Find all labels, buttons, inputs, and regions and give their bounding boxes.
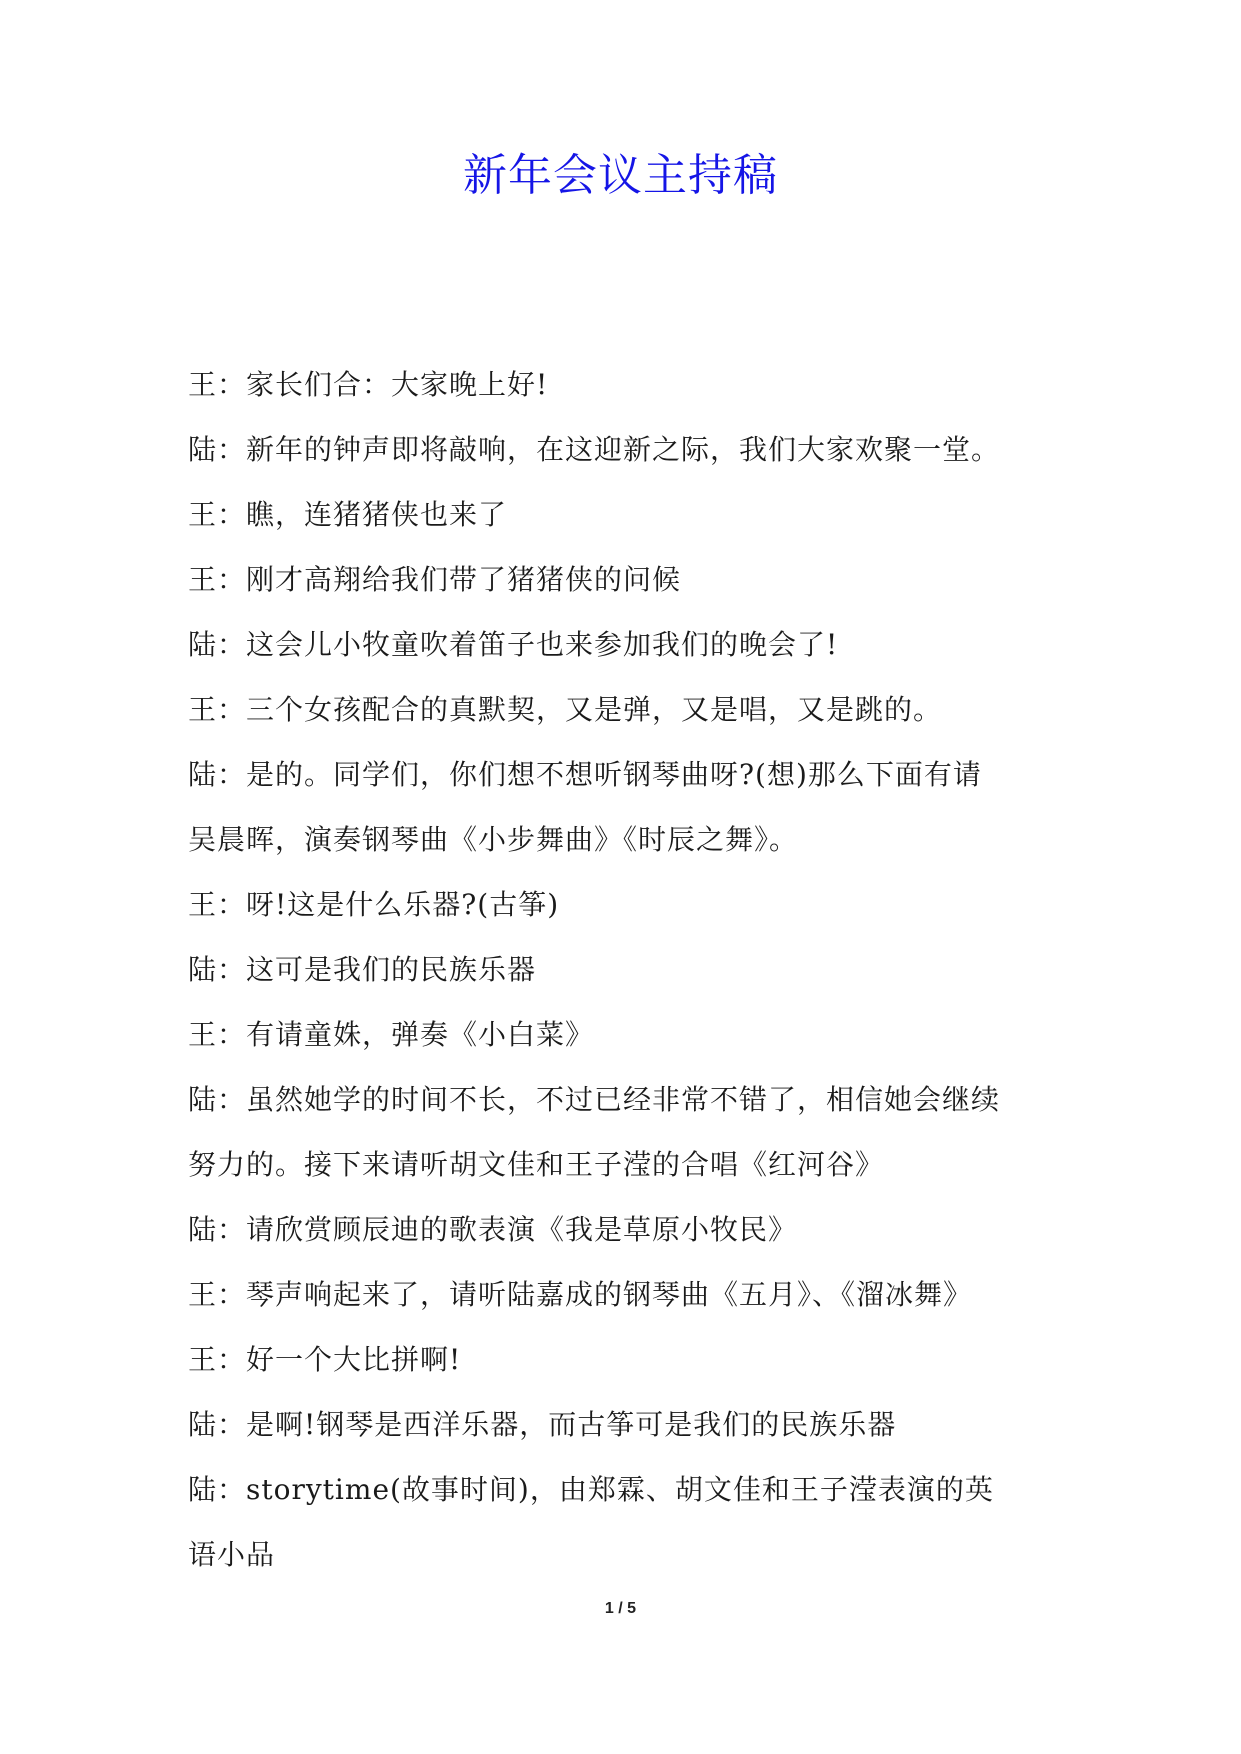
body-line: 陆：是啊!钢琴是西洋乐器，而古筝可是我们的民族乐器 [188,1408,897,1441]
body-line: 陆：是的。同学们，你们想不想听钢琴曲呀?(想)那么下面有请 [188,758,982,791]
page-number: 1 / 5 [604,1600,637,1617]
body-line: 王：琴声响起来了，请听陆嘉成的钢琴曲《五月》、《溜冰舞》 [188,1278,973,1311]
body-line: 王：有请童姝，弹奏《小白菜》 [188,1018,595,1051]
document-title: 新年会议主持稿 [463,150,778,201]
body-line: 语小品 [188,1538,276,1571]
body-line: 陆：storytime(故事时间)，由郑霖、胡文佳和王子滢表演的英 [188,1473,994,1506]
body-line: 陆：这可是我们的民族乐器 [188,953,537,986]
body-line: 陆：虽然她学的时间不长，不过已经非常不错了，相信她会继续 [188,1083,1001,1116]
body-line: 吴晨晖，演奏钢琴曲《小步舞曲》《时辰之舞》。 [188,823,799,856]
body-line: 陆：这会儿小牧童吹着笛子也来参加我们的晚会了! [188,628,839,661]
body-line: 王：瞧，连猪猪侠也来了 [188,498,508,531]
body-line: 王：刚才高翔给我们带了猪猪侠的问候 [188,563,682,596]
body-line: 王：呀!这是什么乐器?(古筝) [188,888,560,921]
body-line: 王：好一个大比拼啊! [188,1343,462,1376]
document-body [188,352,1068,1587]
body-line: 努力的。接下来请听胡文佳和王子滢的合唱《红河谷》 [188,1148,885,1181]
body-line: 陆：新年的钟声即将敲响，在这迎新之际，我们大家欢聚一堂。 [188,433,1001,466]
body-line: 陆：请欣赏顾辰迪的歌表演《我是草原小牧民》 [188,1213,798,1246]
body-line: 王：家长们合：大家晚上好! [188,368,549,401]
body-line: 王：三个女孩配合的真默契，又是弹，又是唱，又是跳的。 [188,693,943,726]
